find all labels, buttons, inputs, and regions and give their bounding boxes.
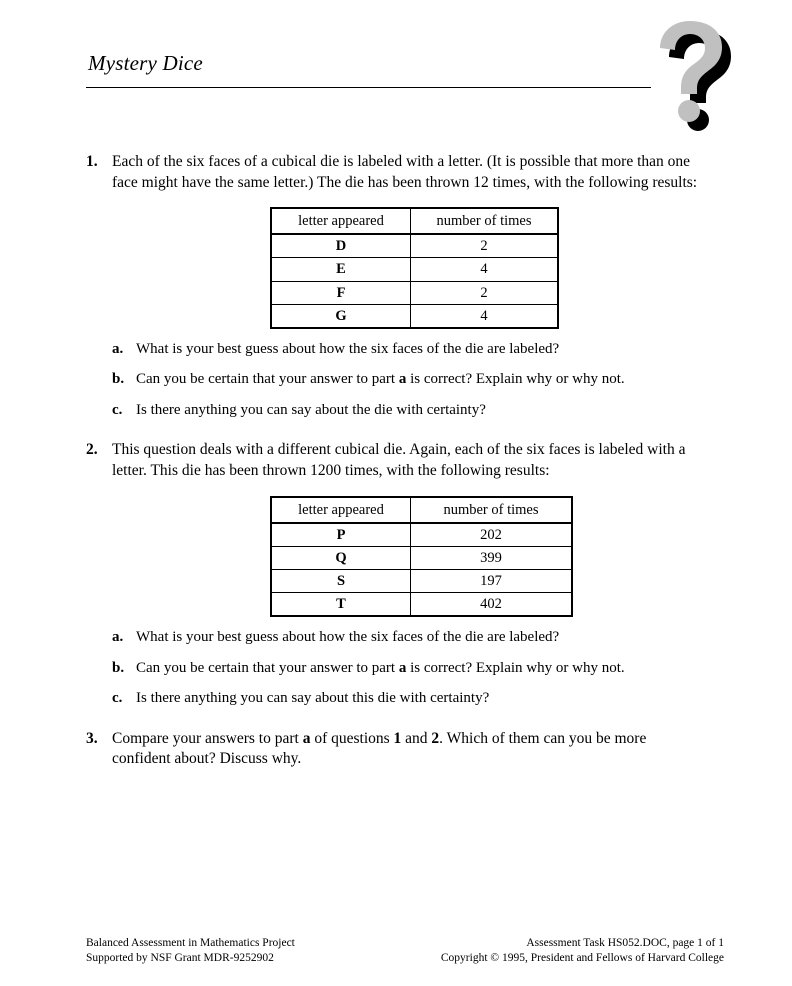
q3-bold-part-a: a [302,729,311,747]
column-header-count: number of times [411,208,559,234]
cell-letter: F [271,281,411,304]
subitem-text-part1: Is there anything you can say about the die with certainty? [136,401,486,418]
footer-copyright: Copyright © 1995, President and Fellows of Harvard College [440,951,724,964]
q3-bold-question-2: 2 [431,729,440,747]
subitem-text [136,340,706,360]
table-header-row [271,497,572,523]
subitem-text-part1: Can you be certain that your answer to part [136,371,399,388]
subitem-text-part2: is correct? Explain why or why not. [406,371,625,388]
cell-count: 402 [411,593,573,617]
cell-letter: Q [271,546,411,569]
subitem-label: a. [112,629,124,646]
cell-letter: T [271,593,411,617]
table-row [271,281,558,304]
q3-segment-3: and [401,729,432,747]
subitem-label: b. [112,371,125,388]
page-title: Mystery Dice [88,51,203,75]
subitem-text-part1: What is your best guess about how the six faces of the die are labeled? [136,340,560,357]
q3-segment-2: of questions [310,729,394,747]
cell-count: 4 [411,304,559,328]
subitem-text-part1: Can you be certain that your answer to part [136,659,399,676]
cell-letter: D [271,234,411,258]
question-2-subitem-c [112,689,706,709]
subitem-label: c. [112,401,123,418]
subitem-text-bold: a [398,371,407,388]
cell-count: 2 [411,281,559,304]
cell-letter: E [271,258,411,281]
document-footer [86,936,724,966]
subitem-label: c. [112,690,123,707]
question-2-number: 2. [86,441,98,459]
subitem-text-part2: is correct? Explain why or why not. [406,659,625,676]
footer-right [441,936,724,966]
question-3-text [112,729,706,770]
cell-letter: S [271,569,411,592]
table-row [271,569,572,592]
subitem-text-part1: Is there anything you can say about this die with certainty? [136,690,490,707]
table-row [271,234,558,258]
question-2 [86,440,706,481]
cell-letter: G [271,304,411,328]
question-2-subitem-b [112,659,706,679]
table-row [271,304,558,328]
subitem-text-part1: What is your best guess about how the six faces of the die are labeled? [136,629,560,646]
dice-results-table-2 [270,496,573,618]
subitem-text [136,401,706,421]
column-header-count: number of times [411,497,573,523]
q3-segment-1: Compare your answers to part [112,729,303,747]
table-row [271,258,558,281]
question-1-subitem-a [112,340,706,360]
question-1-table-wrapper [86,207,706,329]
footer-project-name: Balanced Assessment in Mathematics Project [86,936,295,949]
question-2-text: This question deals with a different cubical die. Again, each of the six faces is labeled with a letter. This die has been thrown 1200 times, with the following results: [112,441,686,479]
title-underline-rule [86,87,651,88]
question-1-text: Each of the six faces of a cubical die is labeled with a letter. (It is possible that more than one face might have the same letter.) The die has been thrown 12 times, with the following results: [112,153,698,191]
table-header-row [271,208,558,234]
subitem-label: b. [112,659,125,676]
subitem-label: a. [112,340,124,357]
column-header-letter: letter appeared [271,208,411,234]
question-1 [86,152,706,193]
question-3 [86,729,706,770]
q3-segment-4: . Which of them can you be more confident about? Discuss why. [112,729,647,768]
subitem-text [136,370,706,390]
cell-count: 2 [411,234,559,258]
table-row [271,593,572,617]
footer-left [86,936,295,966]
question-3-number: 3. [86,729,98,747]
question-1-subitem-b [112,370,706,390]
table-row [271,523,572,547]
footer-grant-info: Supported by NSF Grant MDR-9252902 [86,951,274,964]
subitem-text-bold: a [398,659,407,676]
subitem-text [136,628,706,648]
question-1-number: 1. [86,153,98,170]
question-1-subitem-c [112,401,706,421]
footer-task-id: Assessment Task HS052.DOC, page 1 of 1 [526,936,724,949]
dice-results-table-1 [270,207,559,329]
cell-count: 202 [411,523,573,547]
question-2-subitem-a [112,628,706,648]
q3-bold-question-1: 1 [393,729,402,747]
cell-count: 4 [411,258,559,281]
cell-count: 399 [411,546,573,569]
question-mark-icon [657,16,761,132]
cell-count: 197 [411,569,573,592]
table-row [271,546,572,569]
question-2-table-wrapper [86,496,706,618]
column-header-letter: letter appeared [271,497,411,523]
cell-letter: P [271,523,411,547]
document-body [86,152,706,774]
subitem-text [136,659,706,679]
document-header [86,52,706,112]
subitem-text [136,689,706,709]
